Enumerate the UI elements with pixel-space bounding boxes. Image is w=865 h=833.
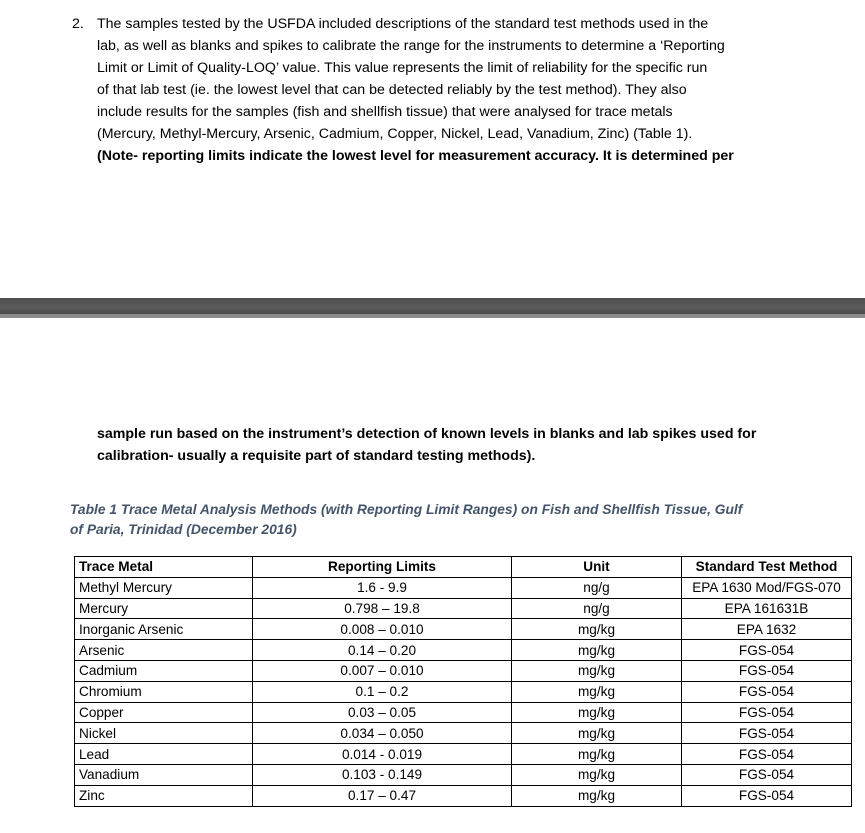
cell-reporting-limits: 0.1 – 0.2	[253, 681, 512, 702]
cell-trace-metal: Lead	[75, 744, 253, 765]
paragraph-line: The samples tested by the USFDA included descriptions of the standard test methods used in the	[97, 16, 709, 32]
cell-trace-metal: Nickel	[75, 723, 253, 744]
header-reporting-limits: Reporting Limits	[253, 557, 512, 578]
cell-trace-metal: Vanadium	[75, 764, 253, 785]
cell-unit: mg/kg	[512, 723, 682, 744]
table-row	[75, 598, 852, 619]
cell-test-method: FGS-054	[682, 681, 852, 702]
cell-trace-metal: Cadmium	[75, 660, 253, 681]
caption-line: of Paria, Trinidad (December 2016)	[70, 522, 297, 537]
trace-metal-table	[74, 556, 852, 807]
page-break-gap	[0, 298, 865, 318]
cell-unit: mg/kg	[512, 681, 682, 702]
note-continuation	[97, 423, 756, 467]
cell-trace-metal: Inorganic Arsenic	[75, 619, 253, 640]
table-row	[75, 681, 852, 702]
cell-test-method: FGS-054	[682, 660, 852, 681]
cell-test-method: EPA 161631B	[682, 598, 852, 619]
cell-reporting-limits: 0.007 – 0.010	[253, 660, 512, 681]
cell-unit: mg/kg	[512, 702, 682, 723]
table-caption	[70, 500, 742, 540]
item-paragraph	[97, 13, 797, 167]
cell-unit: mg/kg	[512, 744, 682, 765]
paragraph-line: (Mercury, Methyl-Mercury, Arsenic, Cadmium, Copper, Nickel, Lead, Vanadium, Zinc) (Table 1).	[97, 126, 693, 142]
continuation-line: sample run based on the instrument’s detection of known levels in blanks and lab spikes used for	[97, 426, 757, 442]
cell-reporting-limits: 0.008 – 0.010	[253, 619, 512, 640]
cell-test-method: FGS-054	[682, 723, 852, 744]
table-row	[75, 744, 852, 765]
paragraph-line: include results for the samples (fish and shellfish tissue) that were analysed for trace metals	[97, 104, 673, 120]
cell-unit: mg/kg	[512, 640, 682, 661]
header-trace-metal: Trace Metal	[75, 557, 253, 578]
list-item-number: 2.	[72, 16, 84, 32]
cell-trace-metal: Methyl Mercury	[75, 577, 253, 598]
cell-unit: mg/kg	[512, 785, 682, 806]
cell-trace-metal: Mercury	[75, 598, 253, 619]
cell-reporting-limits: 0.14 – 0.20	[253, 640, 512, 661]
cell-test-method: FGS-054	[682, 764, 852, 785]
cell-reporting-limits: 0.03 – 0.05	[253, 702, 512, 723]
cell-test-method: FGS-054	[682, 744, 852, 765]
cell-trace-metal: Chromium	[75, 681, 253, 702]
caption-line: Table 1 Trace Metal Analysis Methods (with Reporting Limit Ranges) on Fish and Shellfish Tissue, Gulf	[70, 502, 743, 517]
paragraph-line: lab, as well as blanks and spikes to calibrate the range for the instruments to determine a ‘Reporting	[97, 38, 725, 54]
cell-unit: mg/kg	[512, 619, 682, 640]
cell-unit: mg/kg	[512, 660, 682, 681]
cell-test-method: FGS-054	[682, 640, 852, 661]
cell-trace-metal: Zinc	[75, 785, 253, 806]
cell-trace-metal: Arsenic	[75, 640, 253, 661]
note-line: (Note- reporting limits indicate the lowest level for measurement accuracy. It is determined per	[97, 148, 734, 164]
table-row	[75, 723, 852, 744]
cell-reporting-limits: 0.034 – 0.050	[253, 723, 512, 744]
continuation-line: calibration- usually a requisite part of standard testing methods).	[97, 448, 536, 464]
table-row	[75, 619, 852, 640]
table-header-row	[75, 557, 852, 578]
cell-test-method: FGS-054	[682, 702, 852, 723]
paragraph-line: Limit or Limit of Quality-LOQ’ value. This value represents the limit of reliability for the specific run	[97, 60, 708, 76]
table-row	[75, 660, 852, 681]
cell-reporting-limits: 0.17 – 0.47	[253, 785, 512, 806]
table-row	[75, 640, 852, 661]
header-unit: Unit	[512, 557, 682, 578]
paragraph-line: of that lab test (ie. the lowest level that can be detected reliably by the test method). They also	[97, 82, 687, 98]
table-row	[75, 577, 852, 598]
cell-reporting-limits: 0.103 - 0.149	[253, 764, 512, 785]
cell-reporting-limits: 1.6 - 9.9	[253, 577, 512, 598]
cell-test-method: FGS-054	[682, 785, 852, 806]
header-standard-test-method: Standard Test Method	[682, 557, 852, 578]
cell-trace-metal: Copper	[75, 702, 253, 723]
table-row	[75, 764, 852, 785]
cell-unit: mg/kg	[512, 764, 682, 785]
table-row	[75, 785, 852, 806]
cell-reporting-limits: 0.798 – 19.8	[253, 598, 512, 619]
table-row	[75, 702, 852, 723]
cell-unit: ng/g	[512, 577, 682, 598]
cell-test-method: EPA 1632	[682, 619, 852, 640]
cell-unit: ng/g	[512, 598, 682, 619]
cell-test-method: EPA 1630 Mod/FGS-070	[682, 577, 852, 598]
cell-reporting-limits: 0.014 - 0.019	[253, 744, 512, 765]
